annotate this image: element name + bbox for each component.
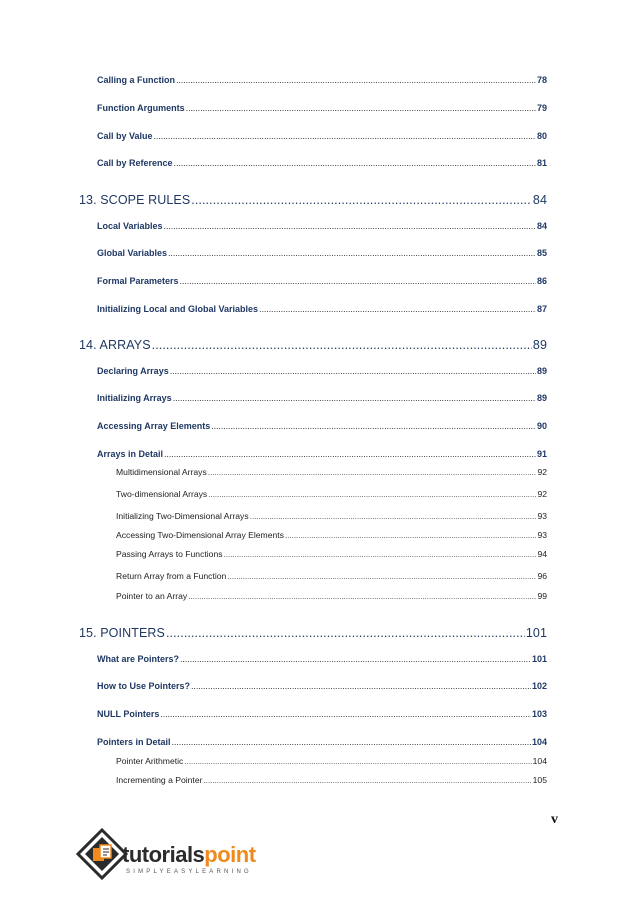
toc-entry-page: 90 [536,421,547,431]
toc-entry-title: 14. ARRAYS [79,338,151,352]
toc-entry-page: 89 [536,366,547,376]
toc-entry-page: 104 [532,756,547,766]
toc-entry[interactable] [97,103,547,113]
toc-entry-title: How to Use Pointers? [97,681,191,691]
toc-entry[interactable] [116,756,547,766]
toc-entry-page: 102 [531,681,547,691]
logo-wordmark [122,842,256,868]
toc-dot-leader [227,571,536,581]
toc-entry[interactable] [97,709,547,719]
logo-word-tutorials: tutorials [122,842,205,867]
toc-entry-page: 101 [525,626,547,640]
toc-entry-title: Formal Parameters [97,276,179,286]
toc-entry-page: 87 [536,304,547,314]
toc-entry-title: Accessing Two-Dimensional Array Elements [116,530,284,540]
toc-entry[interactable] [97,75,547,85]
toc-entry[interactable] [97,248,547,258]
toc-dot-leader [186,103,536,113]
toc-dot-leader [180,276,536,286]
toc-entry-page: 94 [537,549,547,559]
toc-entry[interactable] [97,158,547,168]
toc-dot-leader [152,338,532,352]
toc-entry-page: 93 [537,511,547,521]
toc-entry-page: 92 [537,467,547,477]
tutorialspoint-logo [76,828,256,890]
toc-entry-title: Initializing Arrays [97,393,172,403]
toc-entry-page: 78 [536,75,547,85]
toc-dot-leader [160,709,531,719]
toc-entry-title: 15. POINTERS [79,626,165,640]
toc-entry-page: 79 [536,103,547,113]
toc-entry-title: Call by Value [97,131,153,141]
toc-entry-title: Pointer to an Array [116,591,188,601]
toc-dot-leader [250,511,537,521]
toc-entry[interactable] [116,775,547,785]
toc-dot-leader [154,131,536,141]
toc-dot-leader [164,221,536,231]
toc-entry-page: 105 [532,775,547,785]
toc-entry[interactable] [97,276,547,286]
toc-dot-leader [176,75,536,85]
toc-entry[interactable] [97,737,547,747]
toc-entry-title: Pointer Arithmetic [116,756,184,766]
toc-entry-page: 96 [537,571,547,581]
toc-dot-leader [285,530,536,540]
toc-entry-title: NULL Pointers [97,709,160,719]
toc-dot-leader [203,775,531,785]
toc-entry-title: Pointers in Detail [97,737,171,747]
toc-dot-leader [166,626,525,640]
toc-entry-title: Global Variables [97,248,168,258]
toc-entry-title: What are Pointers? [97,654,180,664]
toc-dot-leader [164,449,536,459]
toc-entry[interactable] [97,421,547,431]
toc-dot-leader [173,393,536,403]
toc-entry[interactable] [116,467,547,477]
toc-dot-leader [184,756,531,766]
toc-entry[interactable] [79,193,547,207]
toc-entry[interactable] [97,654,547,664]
toc-entry[interactable] [97,681,547,691]
toc-entry-title: Declaring Arrays [97,366,169,376]
logo-tagline: SIMPLYEASYLEARNING [126,869,252,875]
toc-entry-page: 104 [531,737,547,747]
toc-entry[interactable] [116,591,547,601]
toc-entry-page: 89 [532,338,547,352]
toc-dot-leader [170,366,536,376]
toc-entry-title: Function Arguments [97,103,185,113]
toc-entry-page: 84 [532,193,547,207]
toc-dot-leader [259,304,536,314]
toc-dot-leader [208,467,537,477]
toc-dot-leader [208,489,536,499]
toc-entry[interactable] [97,449,547,459]
toc-entry-title: Return Array from a Function [116,571,227,581]
toc-entry-page: 86 [536,276,547,286]
toc-entry[interactable] [97,131,547,141]
toc-entry-title: Calling a Function [97,75,175,85]
toc-dot-leader [191,193,532,207]
toc-dot-leader [172,737,531,747]
toc-entry[interactable] [97,393,547,403]
toc-entry-page: 81 [536,158,547,168]
toc-entry[interactable] [97,366,547,376]
toc-entry[interactable] [116,489,547,499]
toc-entry-title: 13. SCOPE RULES [79,193,191,207]
toc-entry-title: Incrementing a Pointer [116,775,203,785]
toc-dot-leader [174,158,536,168]
toc-entry-page: 103 [531,709,547,719]
toc-dot-leader [188,591,536,601]
toc-entry-title: Accessing Array Elements [97,421,211,431]
toc-entry-page: 92 [537,489,547,499]
toc-entry-page: 89 [536,393,547,403]
toc-entry-title: Multidimensional Arrays [116,467,207,477]
toc-entry[interactable] [116,549,547,559]
toc-entry[interactable] [79,626,547,640]
toc-entry[interactable] [79,338,547,352]
toc-entry-page: 84 [536,221,547,231]
toc-entry-page: 80 [536,131,547,141]
page-number: v [551,812,558,827]
toc-dot-leader [211,421,536,431]
toc-entry-title: Arrays in Detail [97,449,164,459]
toc-entry[interactable] [97,304,547,314]
toc-dot-leader [168,248,536,258]
toc-entry-page: 93 [537,530,547,540]
toc-entry-title: Local Variables [97,221,163,231]
toc-dot-leader [180,654,531,664]
toc-dot-leader [224,549,537,559]
toc-entry-title: Two-dimensional Arrays [116,489,208,499]
toc-entry-title: Initializing Two-Dimensional Arrays [116,511,249,521]
toc-entry[interactable] [116,530,547,540]
toc-entry-page: 99 [537,591,547,601]
toc-entry-title: Initializing Local and Global Variables [97,304,259,314]
toc-entry-page: 85 [536,248,547,258]
toc-entry-page: 91 [536,449,547,459]
toc-entry[interactable] [116,571,547,581]
toc-entry-title: Passing Arrays to Functions [116,549,223,559]
toc-dot-leader [191,681,531,691]
logo-word-point: point [204,842,256,867]
toc-entry-title: Call by Reference [97,158,173,168]
toc-entry[interactable] [97,221,547,231]
toc-entry[interactable] [116,511,547,521]
toc-entry-page: 101 [531,654,547,664]
